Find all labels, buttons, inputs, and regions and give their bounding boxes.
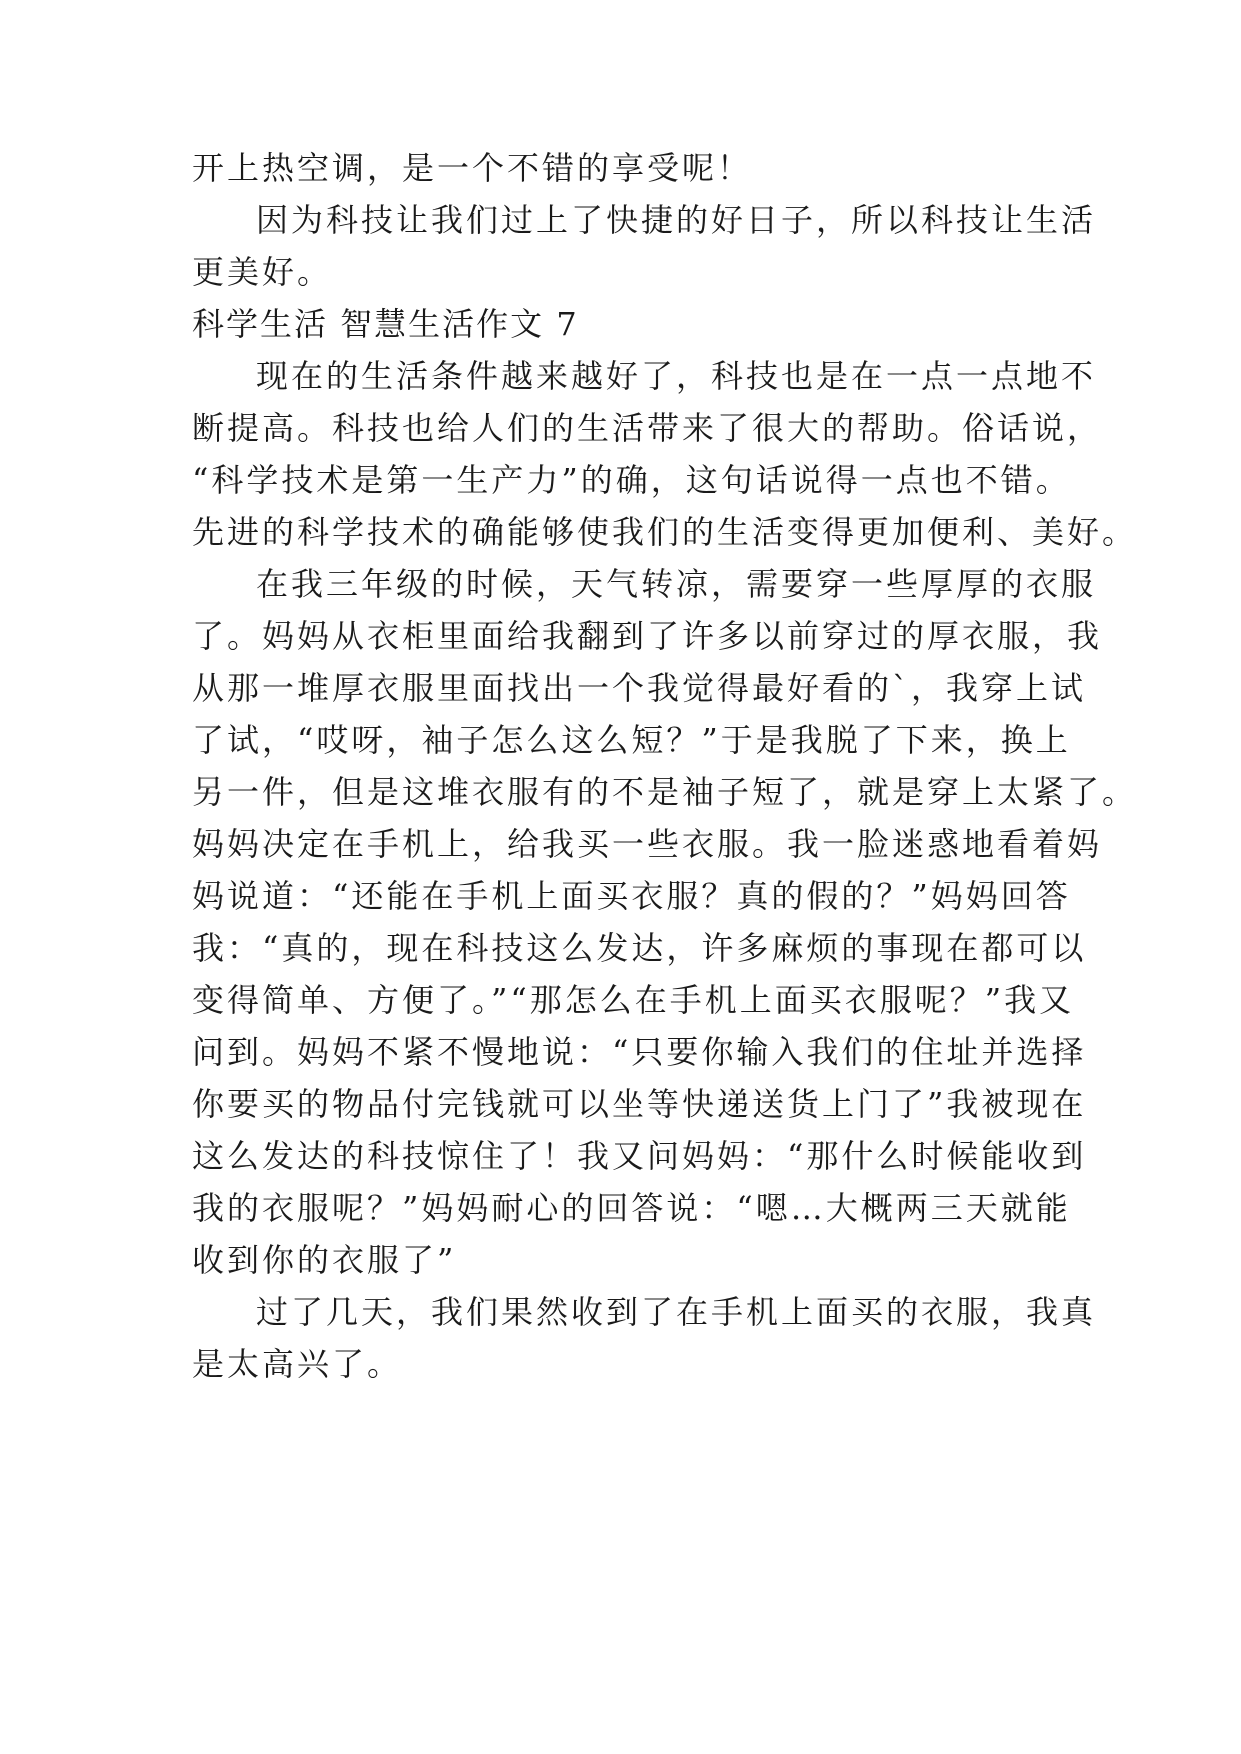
paragraph-first-line: 在我三年级的时候，天气转凉，需要穿一些厚厚的衣服 <box>256 565 1097 603</box>
text-line: 另一件，但是这堆衣服有的不是袖子短了，就是穿上太紧了。 <box>192 773 1138 811</box>
text-line: 变得简单、方便了。”“那怎么在手机上面买衣服呢？”我又 <box>192 981 1075 1019</box>
text-line: 问到。妈妈不紧不慢地说：“只要你输入我们的住址并选择 <box>192 1033 1087 1071</box>
text-line: 我的衣服呢？”妈妈耐心的回答说：“嗯…大概两三天就能 <box>192 1189 1071 1227</box>
text-line: 妈妈决定在手机上，给我买一些衣服。我一脸迷惑地看着妈 <box>192 825 1103 863</box>
text-line: 开上热空调，是一个不错的享受呢！ <box>192 149 753 187</box>
text-line: 从那一堆厚衣服里面找出一个我觉得最好看的`，我穿上试 <box>192 669 1087 707</box>
text-line: 了试，“哎呀，袖子怎么这么短？”于是我脱了下来，换上 <box>192 721 1071 759</box>
text-line: 这么发达的科技惊住了！我又问妈妈：“那什么时候能收到 <box>192 1137 1087 1175</box>
paragraph-first-line: 过了几天，我们果然收到了在手机上面买的衣服，我真 <box>256 1293 1097 1331</box>
paragraph-first-line: 因为科技让我们过上了快捷的好日子，所以科技让生活 <box>256 201 1097 239</box>
text-line: 了。妈妈从衣柜里面给我翻到了许多以前穿过的厚衣服，我 <box>192 617 1103 655</box>
text-line: 收到你的衣服了” <box>192 1241 457 1279</box>
text-line: 先进的科学技术的确能够使我们的生活变得更加便利、美好。 <box>192 513 1138 551</box>
text-line: “科学技术是第一生产力”的确，这句话说得一点也不错。 <box>192 461 1071 499</box>
text-line: 更美好。 <box>192 253 333 291</box>
text-line: 你要买的物品付完钱就可以坐等快递送货上门了”我被现在 <box>192 1085 1087 1123</box>
text-line: 是太高兴了。 <box>192 1345 403 1383</box>
text-line: 断提高。科技也给人们的生活带来了很大的帮助。俗话说， <box>192 409 1103 447</box>
section-heading: 科学生活 智慧生活作文 7 <box>192 305 579 343</box>
text-line: 妈说道：“还能在手机上面买衣服？真的假的？”妈妈回答 <box>192 877 1071 915</box>
text-line: 我：“真的，现在科技这么发达，许多麻烦的事现在都可以 <box>192 929 1087 967</box>
paragraph-first-line: 现在的生活条件越来越好了，科技也是在一点一点地不 <box>256 357 1097 395</box>
